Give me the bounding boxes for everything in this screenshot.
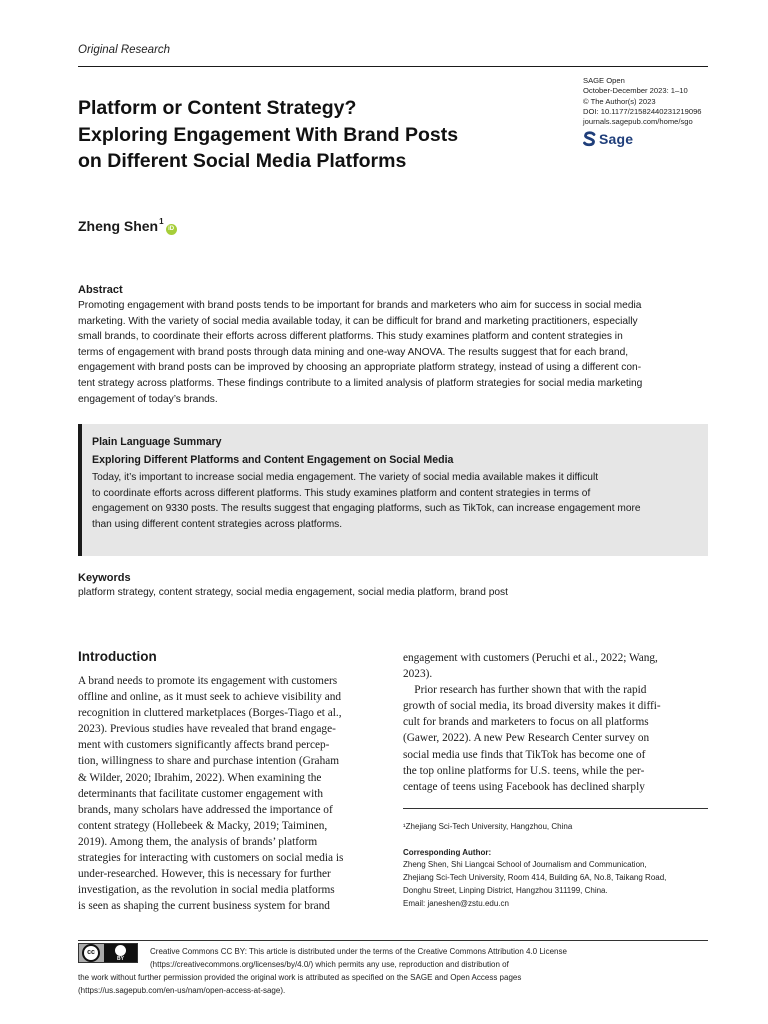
title-line: Platform or Content Strategy? (78, 97, 357, 119)
summary-body (92, 470, 698, 532)
abstract-line: marketing. With the variety of social media available today, it can be difficult for brand and marketing practitioners, especially (78, 315, 638, 327)
introduction-heading: Introduction (78, 649, 157, 664)
title-line: Exploring Engagement With Brand Posts (78, 123, 459, 146)
footer-rule (78, 940, 708, 941)
by-label: BY (117, 955, 124, 962)
article-title (78, 95, 548, 175)
body-line: A brand needs to promote its engagement with customers (78, 675, 338, 687)
body-line: & Wilder, 2020; Ibrahim, 2022). When examining the (78, 771, 322, 784)
body-line: engagement with customers (Peruchi et al., 2022; Wang, (403, 652, 658, 664)
author-line (78, 218, 177, 235)
body-line: content strategy (Hollebeek & Macky, 2019; Taiminen, (78, 819, 328, 832)
body-line: under-researched. However, this is necessary for further (78, 868, 331, 881)
summary-heading: Plain Language Summary (92, 436, 222, 448)
orcid-icon[interactable]: iD (166, 224, 177, 235)
body-line: tion, willingness to share and purchase intention (Graham (78, 755, 340, 768)
abstract-line: small brands, to coordinate their efforts across different platforms. This study examines platform and content strategies in (78, 331, 623, 343)
abstract-heading: Abstract (78, 284, 123, 296)
sage-s-icon (583, 131, 596, 147)
summary-line: to coordinate efforts across different platforms. This study examines platform and content strategies in terms of (92, 487, 591, 499)
body-line: Prior research has further shown that with the rapid (403, 684, 647, 697)
body-line: 2019). Among them, the analysis of brands’ platform (78, 835, 318, 848)
license-line: (https://creativecommons.org/licenses/by/4.0/) which permits any use, reproduction and distribution of (150, 960, 509, 969)
body-column-left (78, 673, 343, 914)
author-name: Zheng Shen (78, 218, 159, 234)
header-rule (78, 66, 708, 67)
keywords-text: platform strategy, content strategy, social media engagement, social media platform, brand post (78, 587, 508, 598)
corresponding-email[interactable]: Email: janeshen@zstu.edu.cn (403, 899, 509, 908)
sage-logo-text: Sage (599, 131, 634, 147)
meta-line: October-December 2023: 1–10 (583, 86, 688, 96)
body-line: recognition in cluttered marketplaces (Borges-Tiago et al., (78, 707, 342, 720)
body-line: growth of social media, its broad diversity makes it diffi- (403, 700, 661, 713)
body-line: the top online platforms for U.S. teens, while the per- (403, 764, 645, 777)
body-line: offline and online, as it must seek to achieve visibility and (78, 691, 342, 704)
corresponding-line: Donghu Street, Linping District, Hangzhou 311199, China. (403, 886, 608, 895)
abstract-line: Promoting engagement with brand posts tends to be important for brands and marketers who aim for success in social media (78, 300, 642, 311)
body-line: cult for brands and marketers to focus on all platforms (403, 716, 649, 729)
summary-subheading: Exploring Different Platforms and Content Engagement on Social Media (92, 454, 454, 466)
abstract-line: tent strategy across platforms. These findings contribute to a limited analysis of platform strategies for social media marketing (78, 377, 643, 389)
footnote-rule (403, 808, 708, 809)
body-line: determinants that facilitate customer engagement with (78, 787, 323, 800)
body-line: investigation, as the revolution in social media platforms (78, 884, 335, 897)
body-line: 2023). Previous studies have revealed that brand engage- (78, 723, 336, 736)
body-line: 2023). (403, 668, 433, 681)
author-affil-mark: 1 (159, 217, 164, 226)
summary-line: than using different content strategies across platforms. (92, 518, 343, 530)
corresponding-author (403, 858, 666, 910)
license-line: (https://us.sagepub.com/en-us/nam/open-access-at-sage). (78, 986, 286, 995)
abstract-body (78, 298, 708, 407)
license-text (78, 945, 567, 997)
section-label: Original Research (78, 44, 171, 56)
body-column-right (403, 650, 661, 795)
summary-line: engagement on 9330 posts. The results suggest that engaging platforms, such as TikTok, can increase engagement more (92, 503, 641, 515)
body-line: ment with customers significantly affects brand percep- (78, 739, 330, 752)
meta-line: © The Author(s) 2023 (583, 96, 656, 106)
license-line: the work without further permission provided the original work is attributed as specified on the SAGE and Open Access pages (78, 973, 522, 982)
plain-language-summary (78, 424, 708, 556)
keywords-heading: Keywords (78, 572, 131, 584)
meta-journal-link[interactable]: journals.sagepub.com/home/sgo (583, 117, 693, 127)
meta-line: SAGE Open (583, 76, 625, 85)
body-line: centage of teens using Facebook has declined sharply (403, 780, 645, 793)
summary-line: Today, it’s important to increase social media engagement. The variety of social media available makes it difficult (92, 472, 599, 483)
body-line: (Gawer, 2022). A new Pew Research Center survey on (403, 732, 650, 745)
abstract-line: engagement with brand posts can be improved by choosing an appropriate platform strategy, instead of using a different con- (78, 362, 642, 374)
sage-logo (583, 131, 633, 147)
abstract-line: terms of engagement with brand posts through data mining and one-way ANOVA. The results suggest that for each brand, (78, 346, 629, 358)
corresponding-line: Zheng Shen, Shi Liangcai School of Journalism and Communication, (403, 860, 647, 869)
license-line: Creative Commons CC BY: This article is distributed under the terms of the Creative Commons Attribution 4.0 License (150, 947, 567, 956)
journal-meta (583, 76, 702, 127)
body-line: social media use finds that TikTok has become one of (403, 748, 646, 761)
abstract-line: engagement of today’s brands. (78, 393, 218, 405)
affiliation-footnote: ¹Zhejiang Sci-Tech University, Hangzhou, China (403, 822, 573, 831)
body-line: is seen as shaping the current business system for brand (78, 900, 330, 913)
body-line: strategies for interacting with customers on social media is (78, 852, 344, 865)
cc-icon: cc (82, 944, 100, 962)
body-line: brands, many scholars have addressed the importance of (78, 803, 333, 816)
meta-doi-link[interactable]: DOI: 10.1177/21582440231219096 (583, 106, 702, 116)
corresponding-heading: Corresponding Author: (403, 848, 492, 857)
title-line: on Different Social Media Platforms (78, 150, 407, 172)
corresponding-line: Zhejiang Sci-Tech University, Room 414, Building 6A, No.8, Taikang Road, (403, 873, 667, 882)
